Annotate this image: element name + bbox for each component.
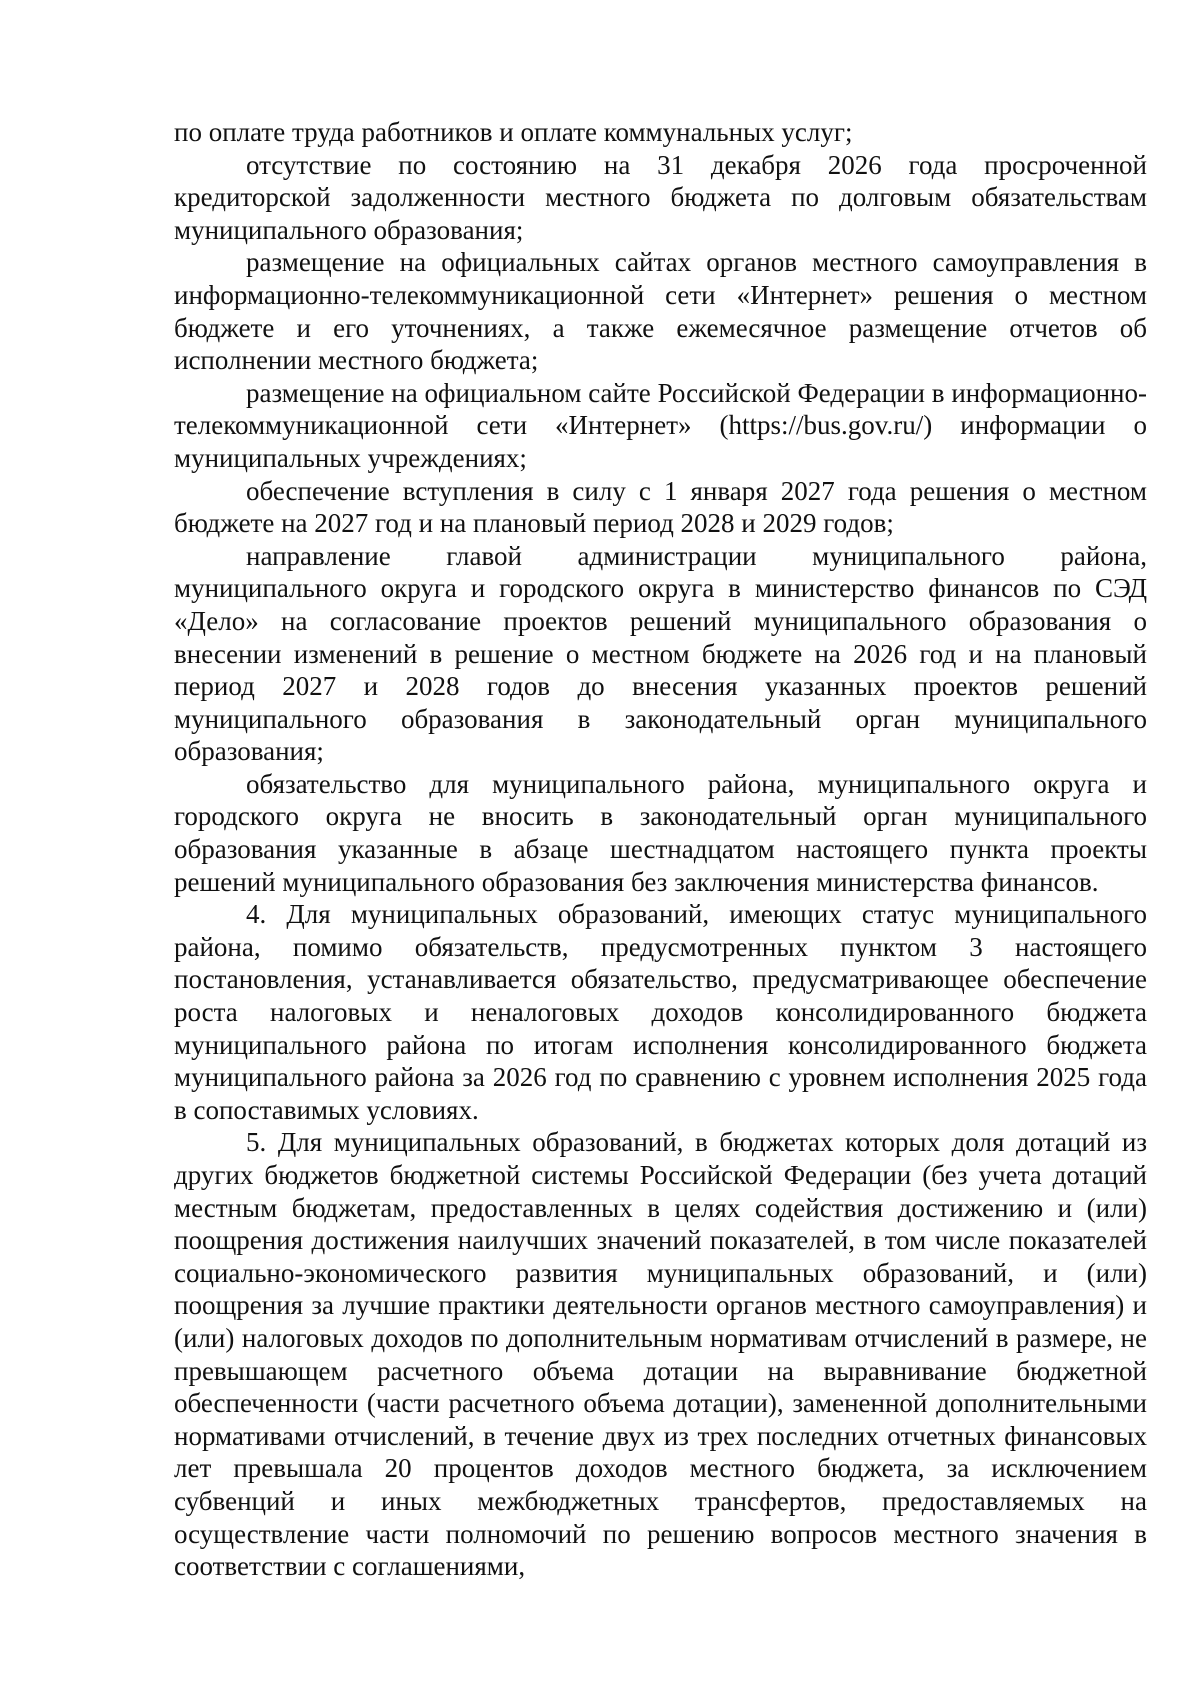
paragraph-continuation: по оплате труда работников и оплате коммунальных услуг; (174, 117, 853, 147)
paragraph-obligation-no-submission: обязательство для муниципального района, муниципального округа и городского округа не вносить в законодательный орган муниципального образования указанные в абзаце шестнадцатом настоящего пункта проекты решений муниципального образования без заключения министерства финансов. (174, 768, 1147, 897)
paragraph-item-5: 5. Для муниципальных образований, в бюджетах которых доля дотаций из других бюджетов бюджетной системы Российской Федерации (без учета дотаций местным бюджетам, предоставленных в целях содействия достижению и (или) поощрения достижения наилучших значений показателей, в том числе показателей социально-экономического развития муниципальных образований, и (или) поощрения за лучшие практики деятельности органов местного самоуправления) и (или) налоговых доходов по дополнительным нормативам отчислений в размере, не превышающем расчетного объема дотации на выравнивание бюджетной обеспеченности (части расчетного объема дотации), замененной дополнительными нормативами отчислений, в течение двух из трех последних отчетных финансовых лет превышала 20 процентов доходов местного бюджета, за исключением субвенций и иных межбюджетных трансфертов, предоставляемых на осуществление части полномочий по решению вопросов местного значения в соответствии с соглашениями, (174, 1127, 1147, 1582)
paragraph-website-publication: размещение на официальных сайтах органов местного самоуправления в информационно-телекоммуникационной сети «Интернет» решения о местном бюджете и его уточнениях, а также ежемесячное размещение отчетов об исполнении местного бюджета; (174, 247, 1147, 376)
paragraph-budget-entry-into-force: обеспечение вступления в силу с 1 января 2027 года решения о местном бюджете на 2027 год и на плановый период 2028 и 2029 годов; (174, 475, 1147, 539)
paragraph-sed-approval: направление главой администрации муниципального района, муниципального округа и городского округа в министерство финансов по СЭД «Дело» на согласование проектов решений муниципального образования о внесении изменений в решение о местном бюджете на 2026 год и на плановый период 2027 и 2028 годов до внесения указанных проектов решений муниципального образования в законодательный орган муниципального образования; (174, 540, 1147, 767)
paragraph-item-4: 4. Для муниципальных образований, имеющих статус муниципального района, помимо обязательств, предусмотренных пунктом 3 настоящего постановления, устанавливается обязательство, предусматривающее обеспечение роста налоговых и неналоговых доходов консолидированного бюджета муниципального района по итогам исполнения консолидированного бюджета муниципального района за 2026 год по сравнению с уровнем исполнения 2025 года в сопоставимых условиях. (174, 899, 1147, 1125)
paragraph-no-overdue-debt: отсутствие по состоянию на 31 декабря 2026 года просроченной кредиторской задолженности местного бюджета по долговым обязательствам муниципального образования; (174, 149, 1147, 245)
document-body (174, 116, 1147, 1583)
paragraph-bus-gov-publication: размещение на официальном сайте Российской Федерации в информационно-телекоммуникационной сети «Интернет» (https://bus.gov.ru/) информации о муниципальных учреждениях; (174, 377, 1147, 473)
